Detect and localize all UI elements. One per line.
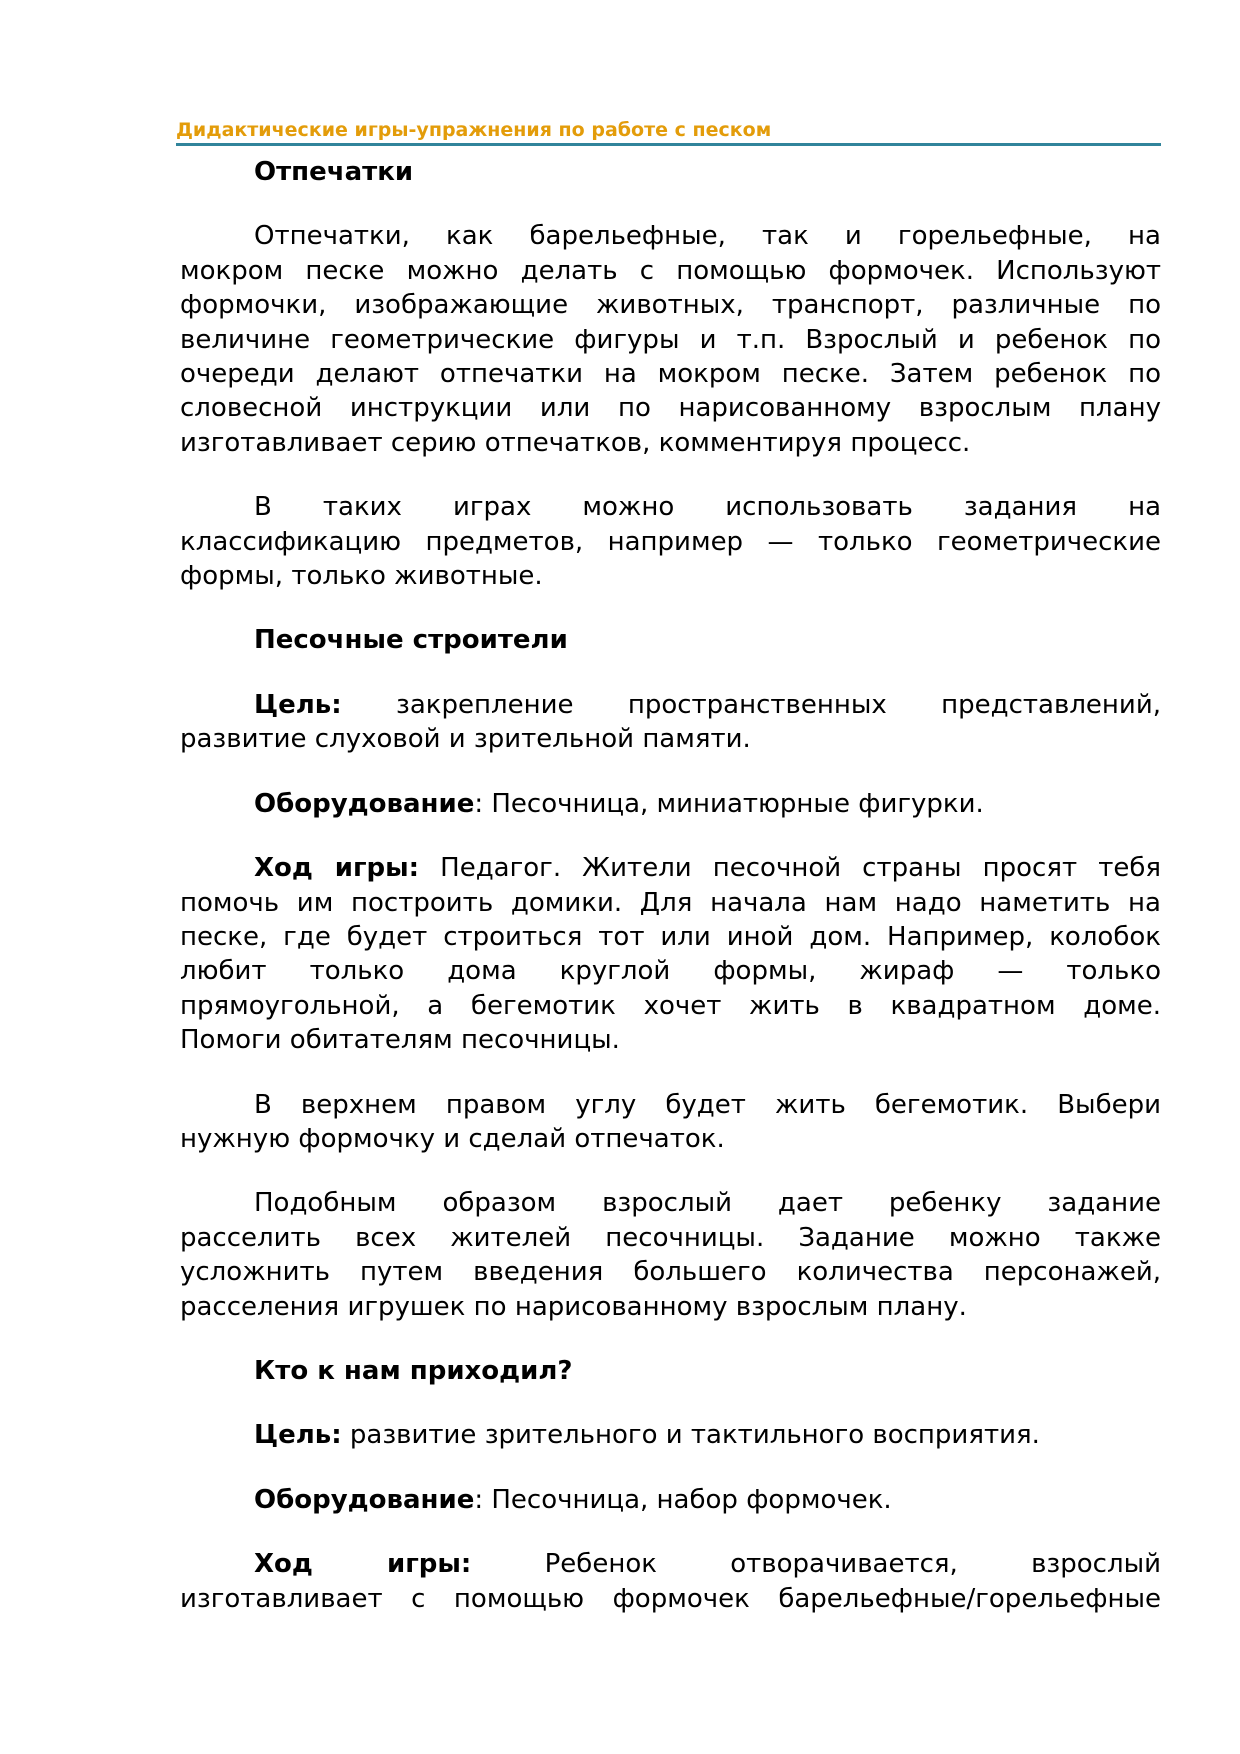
paragraph-line xyxy=(180,787,1161,821)
paragraph-line xyxy=(180,426,1161,460)
paragraph-line xyxy=(180,1547,1161,1581)
line-text: : Песочница, набор формочек. xyxy=(474,1484,892,1515)
paragraph-line xyxy=(180,254,1161,288)
paragraph-line xyxy=(180,989,1161,1023)
paragraph xyxy=(180,688,1161,757)
paragraph-line xyxy=(180,1023,1161,1057)
paragraph xyxy=(180,1088,1161,1157)
line-text: закрепление пространственных представлений, xyxy=(396,689,1161,720)
line-text: Педагог. Жители песочной страны просят тебя xyxy=(440,853,1162,884)
paragraph-line xyxy=(180,357,1161,391)
section-heading: Отпечатки xyxy=(254,157,414,187)
paragraph-line xyxy=(180,323,1161,357)
section-heading: Кто к нам приходил? xyxy=(254,1355,573,1386)
paragraph-line xyxy=(180,1582,1161,1616)
paragraph xyxy=(180,1547,1161,1616)
line-text: формочки, изображающие животных, транспорт, различные по xyxy=(180,290,1161,321)
line-text: формы, только животные. xyxy=(180,561,543,592)
paragraph-line xyxy=(180,1255,1161,1289)
line-text: Подобным образом взрослый дает ребенку задание xyxy=(254,1188,1161,1219)
line-text: очереди делают отпечатки на мокром песке. Затем ребенок по xyxy=(180,359,1161,390)
line-text: нужную формочку и сделай отпечаток. xyxy=(180,1123,725,1154)
lead-label: Ход игры: xyxy=(254,1549,472,1580)
lead-label: Цель: xyxy=(254,689,342,720)
line-text: песке, где будет строиться тот или иной дом. Например, колобок xyxy=(180,921,1161,952)
line-text: изготавливает серию отпечатков, комментируя процесс. xyxy=(180,427,971,458)
line-text: помочь им построить домики. Для начала нам надо наметить на xyxy=(180,887,1161,918)
running-header-title: Дидактические игры-упражнения по работе с песком xyxy=(176,119,772,141)
paragraph-line xyxy=(180,1122,1161,1156)
paragraph-line xyxy=(180,1290,1161,1324)
paragraph xyxy=(180,1418,1161,1452)
paragraph xyxy=(180,219,1161,460)
paragraph-line xyxy=(180,954,1161,988)
lead-label: Оборудование xyxy=(254,1484,475,1515)
paragraph xyxy=(180,1483,1161,1517)
line-text: мокром песке можно делать с помощью формочек. Используют xyxy=(180,255,1161,286)
paragraph-line xyxy=(180,920,1161,954)
line-text: В таких играх можно использовать задания на xyxy=(254,492,1161,523)
line-text: любит только дома круглой формы, жираф — только xyxy=(180,956,1161,987)
paragraph-line xyxy=(180,1418,1161,1452)
paragraph xyxy=(180,490,1161,593)
paragraph xyxy=(180,787,1161,821)
line-text: развитие слуховой и зрительной памяти. xyxy=(180,724,751,755)
lead-label: Цель: xyxy=(254,1420,342,1451)
line-text: прямоугольной, а бегемотик хочет жить в квадратном доме. xyxy=(180,990,1161,1021)
paragraph-line xyxy=(180,1221,1161,1255)
paragraph-line xyxy=(180,851,1161,885)
paragraph-line xyxy=(180,1088,1161,1122)
paragraph-line xyxy=(180,490,1161,524)
line-text: В верхнем правом углу будет жить бегемотик. Выбери xyxy=(254,1089,1161,1120)
lead-label: Ход игры: xyxy=(254,853,420,884)
line-text: расселить всех жителей песочницы. Задание можно также xyxy=(180,1222,1161,1253)
paragraph-line xyxy=(180,886,1161,920)
line-text: Помоги обитателям песочницы. xyxy=(180,1025,620,1056)
paragraph-line xyxy=(180,1483,1161,1517)
line-text: изготавливает с помощью формочек барельефные/горельефные xyxy=(180,1583,1161,1614)
line-text: классификацию предметов, например — только геометрические xyxy=(180,526,1161,557)
line-text: величине геометрические фигуры и т.п. Взрослый и ребенок по xyxy=(180,324,1161,355)
line-text: усложнить путем введения большего количества персонажей, xyxy=(180,1257,1161,1288)
paragraph-line xyxy=(180,219,1161,253)
paragraph xyxy=(180,1186,1161,1324)
section-heading: Песочные строители xyxy=(254,625,568,656)
line-text: расселения игрушек по нарисованному взрослым плану. xyxy=(180,1291,967,1322)
paragraph-line xyxy=(180,288,1161,322)
line-text: словесной инструкции или по нарисованному взрослым плану xyxy=(180,393,1161,424)
line-text: : Песочница, миниатюрные фигурки. xyxy=(474,788,984,819)
lead-label: Оборудование xyxy=(254,788,475,819)
line-text: Ребенок отворачивается, взрослый xyxy=(544,1549,1161,1580)
paragraph-line xyxy=(180,688,1161,722)
paragraph-line xyxy=(180,391,1161,425)
line-text: Отпечатки, как барельефные, так и горельефные, на xyxy=(254,221,1161,252)
paragraph xyxy=(180,851,1161,1057)
running-header xyxy=(176,118,1161,146)
paragraph-line xyxy=(180,525,1161,559)
paragraph-line xyxy=(180,559,1161,593)
document-body xyxy=(180,155,1161,1646)
line-text: развитие зрительного и тактильного восприятия. xyxy=(349,1420,1040,1451)
paragraph-line xyxy=(180,1186,1161,1220)
paragraph-line xyxy=(180,722,1161,756)
